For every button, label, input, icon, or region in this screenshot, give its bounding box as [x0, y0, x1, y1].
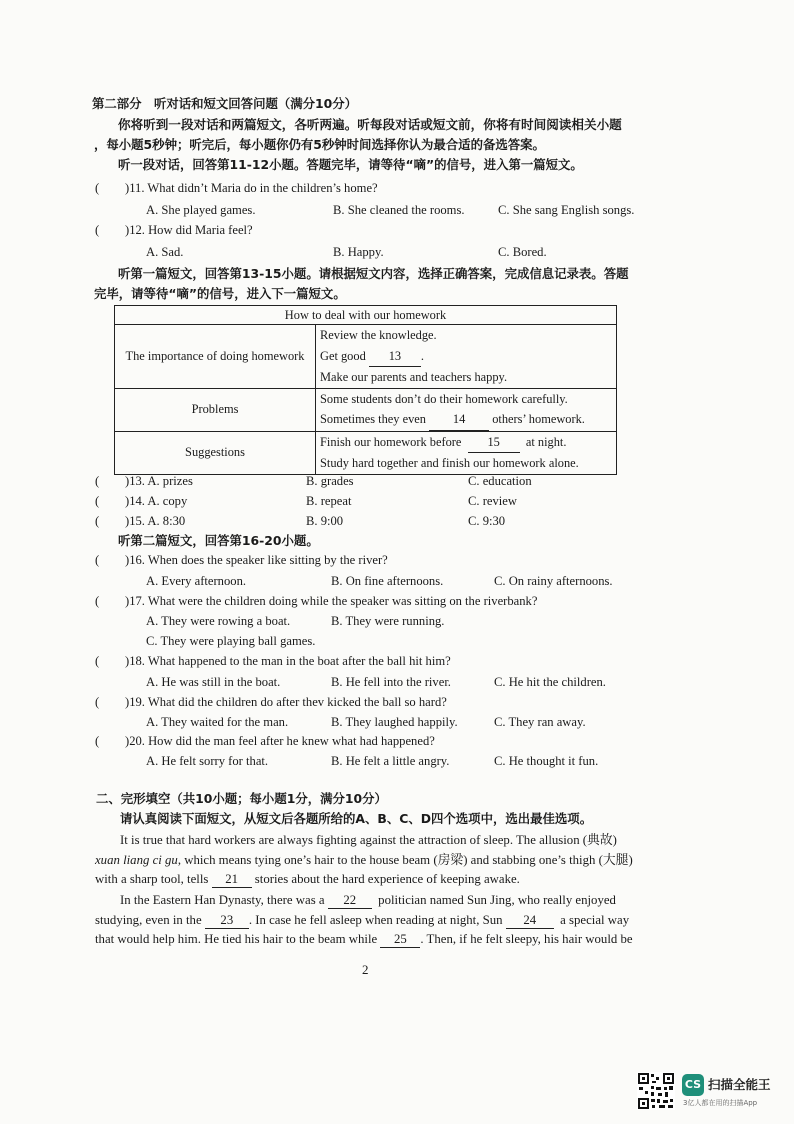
q12-option-c: C. Bored. — [498, 245, 547, 259]
cloze-p1-line3: with a sharp tool, tells 21 stories about the hard experience of keeping awake. — [95, 872, 520, 886]
answer-paren[interactable]: ( — [95, 494, 100, 508]
q20-option-b: B. He felt a little angry. — [331, 754, 450, 768]
qr-code-icon — [637, 1072, 675, 1110]
q16-option-a: A. Every afternoon. — [146, 574, 247, 588]
q14-option-b: B. repeat — [306, 494, 352, 508]
q18-option-a: A. He was still in the boat. — [146, 675, 281, 689]
question-17: ( )17. What were the children doing while the speaker was sitting on the riverbank? — [95, 594, 538, 608]
q11-option-c: C. She sang English songs. — [498, 203, 635, 217]
question-11: ( )11. What didn’t Maria do in the children’s home? — [95, 181, 378, 195]
blank-22[interactable]: 22 — [328, 892, 372, 909]
table-title: How to deal with our homework — [115, 306, 617, 325]
cloze-p2-line2: studying, even in the 23 . In case he fell asleep when reading at night, Sun 24 a special way — [95, 913, 630, 927]
question-18: ( )18. What happened to the man in the boat after the ball hit him? — [95, 654, 451, 668]
q16-option-c: C. On rainy afternoons. — [494, 574, 613, 588]
cloze-instruction: 请认真阅读下面短文，从短文后各题所给的A、B、C、D四个选项中，选出最佳选项。 — [120, 811, 593, 826]
q15-option-b: B. 9:00 — [306, 514, 344, 528]
blank-23[interactable]: 23 — [205, 912, 249, 929]
part2-intro-line1: 你将听到一段对话和两篇短文，各听两遍。听每段对话或短文前，你将有时间阅读相关小题 — [118, 117, 622, 132]
blank-24[interactable]: 24 — [506, 912, 554, 929]
question-13: ( )13. A. prizes — [95, 474, 193, 488]
q17-option-a: A. They were rowing a boat. — [146, 614, 291, 628]
q11-option-a: A. She played games. — [146, 203, 256, 217]
answer-paren[interactable]: ( — [95, 474, 100, 488]
q19-option-b: B. They laughed happily. — [331, 715, 458, 729]
row-label-problems: Problems — [115, 388, 316, 431]
question-15: ( )15. A. 8:30 — [95, 514, 186, 528]
question-20: ( )20. How did the man feel after he knew what had happened? — [95, 734, 435, 748]
dialog-intro: 听一段对话，回答第11-12小题。答题完毕，请等待“嘀”的信号，进入第一篇短文。 — [118, 157, 583, 172]
q20-option-c: C. He thought it fun. — [494, 754, 599, 768]
question-14: ( )14. A. copy — [95, 494, 188, 508]
q13-option-b: B. grades — [306, 474, 354, 488]
q18-option-c: C. He hit the children. — [494, 675, 606, 689]
answer-paren[interactable]: ( — [95, 594, 100, 608]
cloze-p1-line2: xuan liang ci gu, which means tying one’s hair to the house beam (房梁) and stabbing one’s thigh (大腿) — [95, 853, 633, 867]
blank-13[interactable]: 13 — [369, 346, 421, 368]
question-16: ( )16. When does the speaker like sitting by the river? — [95, 553, 388, 567]
row-label-importance: The importance of doing homework — [115, 325, 316, 389]
q15-option-c: C. 9:30 — [468, 514, 506, 528]
q16-option-b: B. On fine afternoons. — [331, 574, 444, 588]
row-content-suggestions: Finish our homework before 15 at night. Study hard together and finish our homework alone. — [316, 431, 617, 474]
blank-25[interactable]: 25 — [380, 931, 420, 948]
blank-15[interactable]: 15 — [468, 432, 520, 454]
cloze-p1-line1: It is true that hard workers are always fighting against the attraction of sleep. The allusion (典故) — [120, 833, 617, 847]
row-content-importance: Review the knowledge. Get good 13 . Make our parents and teachers happy. — [316, 325, 617, 389]
question-12: ( )12. How did Maria feel? — [95, 223, 253, 237]
scanner-app-name: 扫描全能王 — [708, 1077, 771, 1092]
cloze-p2-line3: that would help him. He tied his hair to the beam while 25 . Then, if he felt sleepy, his hair would be — [95, 932, 633, 946]
answer-paren[interactable]: ( — [95, 695, 100, 709]
row-label-suggestions: Suggestions — [115, 431, 316, 474]
passage1-intro-line1: 听第一篇短文，回答第13-15小题。请根据短文内容，选择正确答案，完成信息记录表。答题 — [118, 266, 629, 281]
q14-option-c: C. review — [468, 494, 517, 508]
homework-info-table — [114, 305, 617, 475]
question-19: ( )19. What did the children do after thev kicked the ball so hard? — [95, 695, 447, 709]
answer-paren[interactable]: ( — [95, 514, 100, 528]
page-number: 2 — [362, 962, 369, 977]
q12-option-a: A. Sad. — [146, 245, 184, 259]
q18-option-b: B. He fell into the river. — [331, 675, 451, 689]
passage1-intro-line2: 完毕，请等待“嘀”的信号，进入下一篇短文。 — [94, 286, 346, 301]
passage2-intro: 听第二篇短文，回答第16-20小题。 — [118, 533, 319, 548]
scanner-tagline: 3亿人都在用的扫描App — [683, 1099, 758, 1107]
q20-option-a: A. He felt sorry for that. — [146, 754, 269, 768]
part2-title: 第二部分 听对话和短文回答问题（满分10分） — [92, 96, 358, 111]
answer-paren[interactable]: ( — [95, 654, 100, 668]
answer-paren[interactable]: ( — [95, 734, 100, 748]
q19-option-a: A. They waited for the man. — [146, 715, 289, 729]
q17-option-b: B. They were running. — [331, 614, 445, 628]
blank-21[interactable]: 21 — [212, 871, 252, 888]
camscanner-logo-icon: CS — [682, 1074, 704, 1096]
q17-option-c: C. They were playing ball games. — [146, 634, 316, 648]
q12-option-b: B. Happy. — [333, 245, 384, 259]
cloze-title: 二、完形填空（共10小题；每小题1分，满分10分） — [96, 791, 387, 806]
answer-paren[interactable]: ( — [95, 553, 100, 567]
part2-intro-line2: ，每小题5秒钟；听完后，每小题你仍有5秒钟时间选择你认为最合适的备选答案。 — [94, 137, 545, 152]
q19-option-c: C. They ran away. — [494, 715, 586, 729]
blank-14[interactable]: 14 — [429, 409, 489, 431]
row-content-problems: Some students don’t do their homework carefully. Sometimes they even 14 others’ homework. — [316, 388, 617, 431]
q11-option-b: B. She cleaned the rooms. — [333, 203, 465, 217]
answer-paren[interactable]: ( — [95, 181, 100, 195]
answer-paren[interactable]: ( — [95, 223, 100, 237]
cloze-p2-line1: In the Eastern Han Dynasty, there was a 22 politician named Sun Jing, who really enjoyed — [120, 893, 616, 907]
q13-option-c: C. education — [468, 474, 532, 488]
